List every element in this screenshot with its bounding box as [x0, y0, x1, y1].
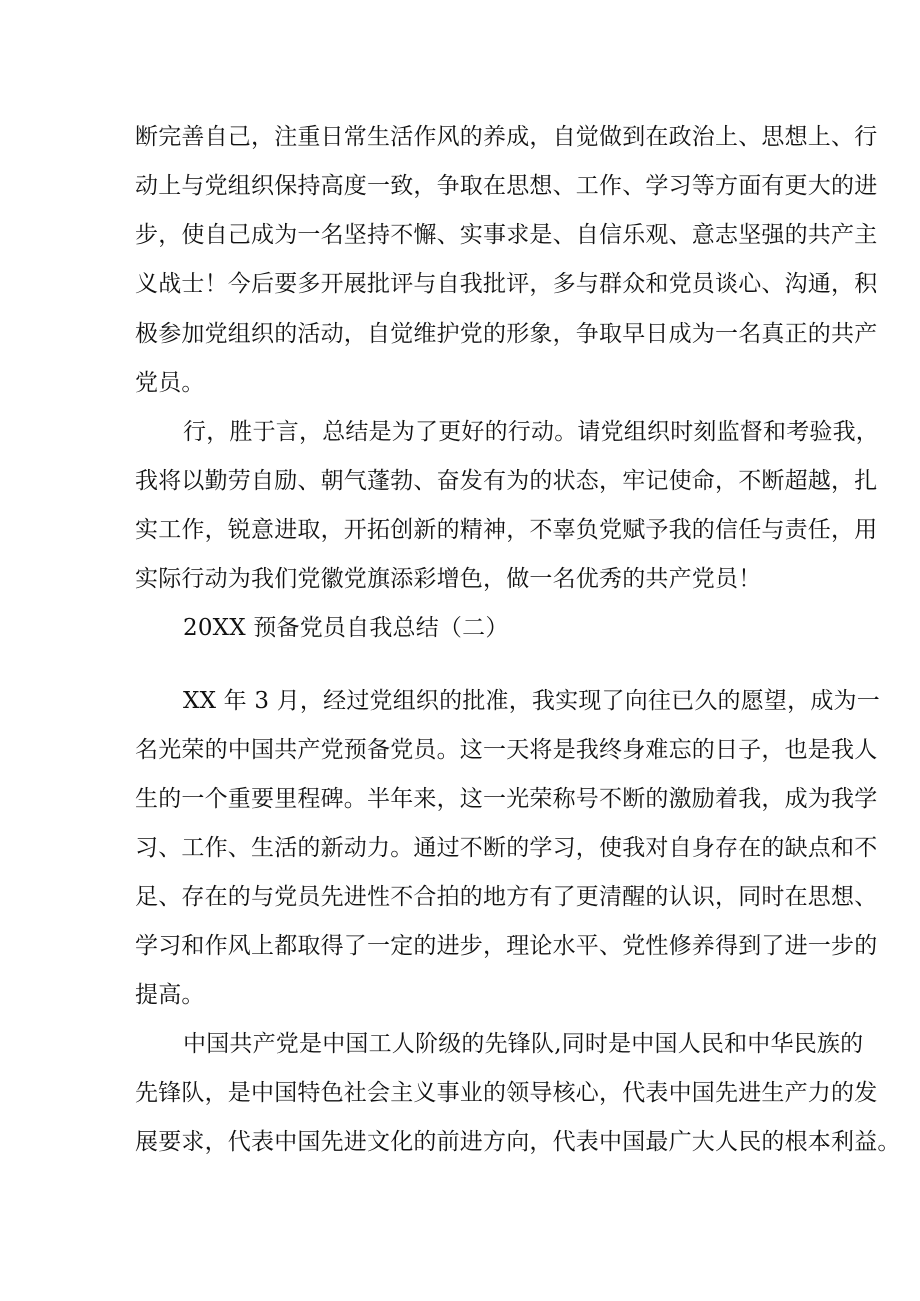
paragraph-2-line-4: 实际行动为我们党徽党旗添彩增色，做一名优秀的共产党员！ [135, 566, 762, 592]
paragraph-2-line-2: 我将以勤劳自励、朝气蓬勃、奋发有为的状态，牢记使命，不断超越，扎 [135, 468, 878, 494]
paragraph-3-line-5: 足、存在的与党员先进性不合拍的地方有了更清醒的认识，同时在思想、 [135, 884, 878, 910]
paragraph-3-line-2: 名光荣的中国共产党预备党员。这一天将是我终身难忘的日子，也是我人 [135, 737, 878, 763]
paragraph-1-line-3: 步，使自己成为一名坚持不懈、实事求是、自信乐观、意志坚强的共产主 [135, 222, 878, 248]
paragraph-3-line-6: 学习和作风上都取得了一定的进步，理论水平、党性修养得到了进一步的 [135, 933, 878, 959]
paragraph-4-line-3: 展要求，代表中国先进文化的前进方向，代表中国最广大人民的根本利益。 [135, 1129, 901, 1155]
paragraph-2-line-3: 实工作，锐意进取，开拓创新的精神，不辜负党赋予我的信任与责任，用 [135, 517, 878, 543]
paragraph-3-line-3: 生的一个重要里程碑。半年来，这一光荣称号不断的激励着我，成为我学 [135, 786, 878, 812]
paragraph-3-line-7: 提高。 [135, 982, 205, 1008]
paragraph-1-line-6: 党员。 [135, 370, 205, 396]
paragraph-4-line-1: 中国共产党是中国工人阶级的先锋队,同时是中国人民和中华民族的 [183, 1031, 864, 1057]
paragraph-3-line-4: 习、工作、生活的新动力。通过不断的学习，使我对自身存在的缺点和不 [135, 835, 878, 861]
paragraph-3-line-1: XX 年 3 月，经过党组织的批准，我实现了向往已久的愿望，成为一 [183, 688, 880, 714]
paragraph-2-line-1: 行，胜于言，总结是为了更好的行动。请党组织时刻监督和考验我， [183, 419, 879, 445]
paragraph-1-line-4: 义战士！今后要多开展批评与自我批评，多与群众和党员谈心、沟通，积 [135, 271, 878, 297]
paragraph-1-line-5: 极参加党组织的活动，自觉维护党的形象，争取早日成为一名真正的共产 [135, 321, 878, 347]
paragraph-1-line-1: 断完善自己，注重日常生活作风的养成，自觉做到在政治上、思想上、行 [135, 124, 878, 150]
section-heading: 20XX 预备党员自我总结（二） [183, 615, 509, 641]
paragraph-1-line-2: 动上与党组织保持高度一致，争取在思想、工作、学习等方面有更大的进 [135, 173, 878, 199]
paragraph-4-line-2: 先锋队，是中国特色社会主义事业的领导核心，代表中国先进生产力的发 [135, 1080, 878, 1106]
